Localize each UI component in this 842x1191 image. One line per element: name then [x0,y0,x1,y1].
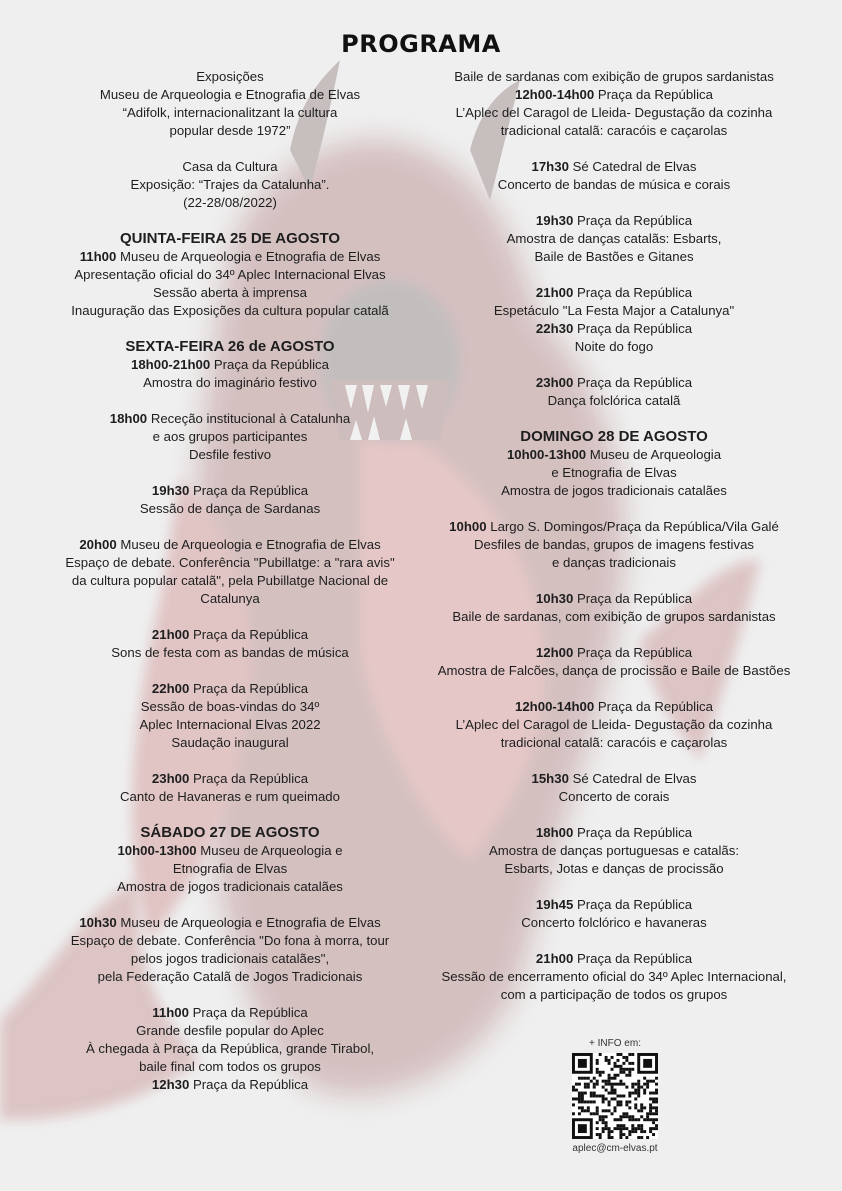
program-text: L’Aplec del Caragol de Lleida- Degustação da cozinha [455,105,773,120]
program-text: Baile de sardanas, com exibição de grupos sardanistas [452,609,776,624]
event-location: Praça da República [189,627,309,642]
program-text: Grande desfile popular do Aplec [136,1023,324,1038]
spacer [30,320,430,338]
program-text: Concerto de bandas de música e corais [497,177,731,192]
event-time: 21h00 [151,627,190,642]
event-time: 17h30 [531,159,569,174]
program-text: Exposição: “Trajes da Catalunha”. [130,177,330,192]
event-time: 21h00 [535,285,574,300]
event-location: Praça da República [189,771,309,786]
day-heading: DOMINGO 28 DE AGOSTO [520,428,708,445]
event-time: 22h30 [535,321,574,336]
event-line [30,770,430,788]
event-time: 10h00-13h00 [506,447,587,462]
program-text: Casa da Cultura [182,159,278,174]
event-location: Praça da República [573,375,693,390]
event-location: Praça da República [189,681,309,696]
qr-code-icon[interactable] [572,1053,658,1139]
event-time: 10h30 [535,591,574,606]
spacer [30,662,430,680]
spacer [414,680,814,698]
program-text: e Etnografia de Elvas [551,465,677,480]
event-location: Praça da República [594,699,713,714]
program-text: Dança folclórica catalã [547,393,681,408]
event-location: Largo S. Domingos/Praça da República/Vila Galé [486,519,779,534]
spacer [30,806,430,824]
event-time: 12h00-14h00 [515,87,595,102]
program-text: pela Federação Catalã de Jogos Tradicionais [97,969,363,984]
event-line [414,770,814,788]
program-text: e danças tradicionais [552,555,676,570]
event-line [414,158,814,176]
spacer [30,986,430,1004]
event-location: Praça da República [573,897,693,912]
event-line [414,518,814,536]
event-line [414,374,814,392]
event-time: 23h00 [535,375,574,390]
event-time: 19h30 [535,213,574,228]
event-location: Praça da República [189,483,309,498]
spacer [414,806,814,824]
event-line [414,212,814,230]
event-line [414,446,814,464]
program-text: Desfiles de bandas, grupos de imagens festivas [473,537,755,552]
program-text: Baile de Bastões e Gitanes [534,249,694,264]
event-line [30,482,430,500]
event-time: 18h00 [535,825,574,840]
spacer [30,608,430,626]
event-location: Sé Catedral de Elvas [568,159,697,174]
event-line [414,86,814,104]
event-line [30,248,430,266]
program-text: Amostra de jogos tradicionais catalães [501,483,727,498]
program-text: Sons de festa com as bandas de música [111,645,349,660]
program-text: À chegada à Praça da República, grande Tirabol, [85,1041,375,1056]
info-email[interactable]: aplec@cm-elvas.pt [572,1143,658,1154]
program-text: Desfile festivo [188,447,272,462]
program-text: Saudação inaugural [171,735,289,750]
event-location: Praça da República [188,1005,308,1020]
program-text: Sessão aberta à imprensa [153,285,307,300]
event-location: Receção institucional à Catalunha [147,411,351,426]
event-time: 11h00 [152,1005,189,1020]
event-line [30,410,430,428]
event-location: Museu de Arqueologia e [196,843,343,858]
spacer [30,752,430,770]
program-text: Etnografia de Elvas [172,861,288,876]
event-line [30,914,430,932]
day-heading: SEXTA-FEIRA 26 de AGOSTO [125,338,335,355]
event-location: Praça da República [573,321,693,336]
program-text: Canto de Havaneras e rum queimado [120,789,340,804]
event-location: Museu de Arqueologia [586,447,722,462]
program-text: Espaço de debate. Conferência "Do fona à morra, tour [70,933,390,948]
event-location: Praça da República [573,213,693,228]
event-time: 20h00 [79,537,117,552]
event-time: 22h00 [151,681,190,696]
spacer [414,410,814,428]
spacer [414,572,814,590]
spacer [414,626,814,644]
program-text: popular desde 1972” [169,123,291,138]
program-text: Espaço de debate. Conferência "Pubillatge: a "rara avis" [65,555,395,570]
event-location: Sé Catedral de Elvas [568,771,697,786]
program-column-right [414,68,814,1004]
event-line [414,320,814,338]
program-text: tradicional catalã: caracóis e caçarolas [500,123,728,138]
program-text: Inauguração das Exposições da cultura popular catalã [71,303,389,318]
event-line [30,1076,430,1094]
program-text: da cultura popular catalã", pela Pubillatge Nacional de [71,573,389,588]
info-block [560,1038,670,1154]
event-location: Praça da República [573,951,693,966]
event-time: 12h30 [151,1077,190,1092]
event-line [30,536,430,554]
spacer [30,518,430,536]
spacer [30,212,430,230]
spacer [414,752,814,770]
event-line [30,1004,430,1022]
event-time: 19h45 [535,897,574,912]
event-location: Praça da República [210,357,329,372]
program-text: Esbarts, Jotas e danças de procissão [504,861,724,876]
spacer [414,194,814,212]
page-title: PROGRAMA [341,30,501,58]
event-location: Museu de Arqueologia e Etnografia de Elvas [116,537,381,552]
program-text: Espetáculo "La Festa Major a Catalunya" [493,303,735,318]
program-text: Catalunya [200,591,260,606]
event-time: 10h00-13h00 [117,843,197,858]
program-text: Apresentação oficial do 34º Aplec Internacional Elvas [74,267,386,282]
program-text: e aos grupos participantes [152,429,308,444]
event-line [414,824,814,842]
spacer [414,932,814,950]
event-location: Praça da República [189,1077,309,1092]
program-text: Aplec Internacional Elvas 2022 [139,717,321,732]
event-time: 18h00-21h00 [131,357,211,372]
program-text: Noite do fogo [574,339,654,354]
event-line [30,356,430,374]
program-text: “Adifolk, internacionalitzant la cultura [122,105,338,120]
program-column-left [30,68,430,1094]
event-line [30,680,430,698]
day-heading: QUINTA-FEIRA 25 DE AGOSTO [119,230,341,247]
program-text: Amostra de danças catalãs: Esbarts, [506,231,722,246]
program-text: Exposições [196,69,264,84]
program-text: pelos jogos tradicionais catalães", [130,951,330,966]
event-time: 15h30 [531,771,569,786]
spacer [30,464,430,482]
event-location: Praça da República [594,87,713,102]
program-text: Museu de Arqueologia e Etnografia de Elvas [99,87,361,102]
program-text: Sessão de dança de Sardanas [139,501,321,516]
event-line [414,896,814,914]
day-heading: SÁBADO 27 DE AGOSTO [140,824,320,841]
program-text: Sessão de boas-vindas do 34º [140,699,320,714]
event-time: 18h00 [109,411,148,426]
program-text: tradicional catalã: caracóis e caçarolas [500,735,728,750]
event-time: 21h00 [535,951,574,966]
info-label: + INFO em: [589,1038,641,1049]
event-line [414,590,814,608]
spacer [414,356,814,374]
event-time: 19h30 [151,483,190,498]
program-text: baile final com todos os grupos [139,1059,321,1074]
event-location: Praça da República [573,825,693,840]
event-location: Praça da República [573,285,693,300]
event-time: 23h00 [151,771,190,786]
event-line [414,644,814,662]
event-location: Praça da República [573,645,693,660]
program-text: Concerto de corais [558,789,670,804]
program-text: Amostra de jogos tradicionais catalães [117,879,343,894]
event-line [30,626,430,644]
spacer [414,266,814,284]
program-text: Amostra de danças portuguesas e catalãs: [489,843,739,858]
spacer [30,140,430,158]
program-text: Amostra de Falcões, dança de procissão e Baile de Bastões [437,663,791,678]
event-line [414,950,814,968]
event-time: 12h00-14h00 [515,699,595,714]
event-time: 10h30 [79,915,117,930]
event-location: Museu de Arqueologia e Etnografia de Elvas [116,915,381,930]
event-location: Museu de Arqueologia e Etnografia de Elvas [116,249,381,264]
spacer [414,878,814,896]
event-line [414,698,814,716]
program-text: L’Aplec del Caragol de Lleida- Degustação da cozinha [455,717,773,732]
event-time: 12h00 [535,645,574,660]
spacer [414,140,814,158]
spacer [30,896,430,914]
program-text: Baile de sardanas com exibição de grupos sardanistas [454,69,774,84]
event-line [414,284,814,302]
event-line [30,842,430,860]
spacer [30,392,430,410]
spacer [414,500,814,518]
program-text: com a participação de todos os grupos [500,987,728,1002]
event-time: 11h00 [79,249,117,264]
program-text: (22-28/08/2022) [183,195,277,210]
program-text: Concerto folclórico e havaneras [521,915,707,930]
program-text: Amostra do imaginário festivo [143,375,317,390]
program-text: Sessão de encerramento oficial do 34º Aplec Internacional, [441,969,787,984]
event-location: Praça da República [573,591,693,606]
event-time: 10h00 [449,519,487,534]
